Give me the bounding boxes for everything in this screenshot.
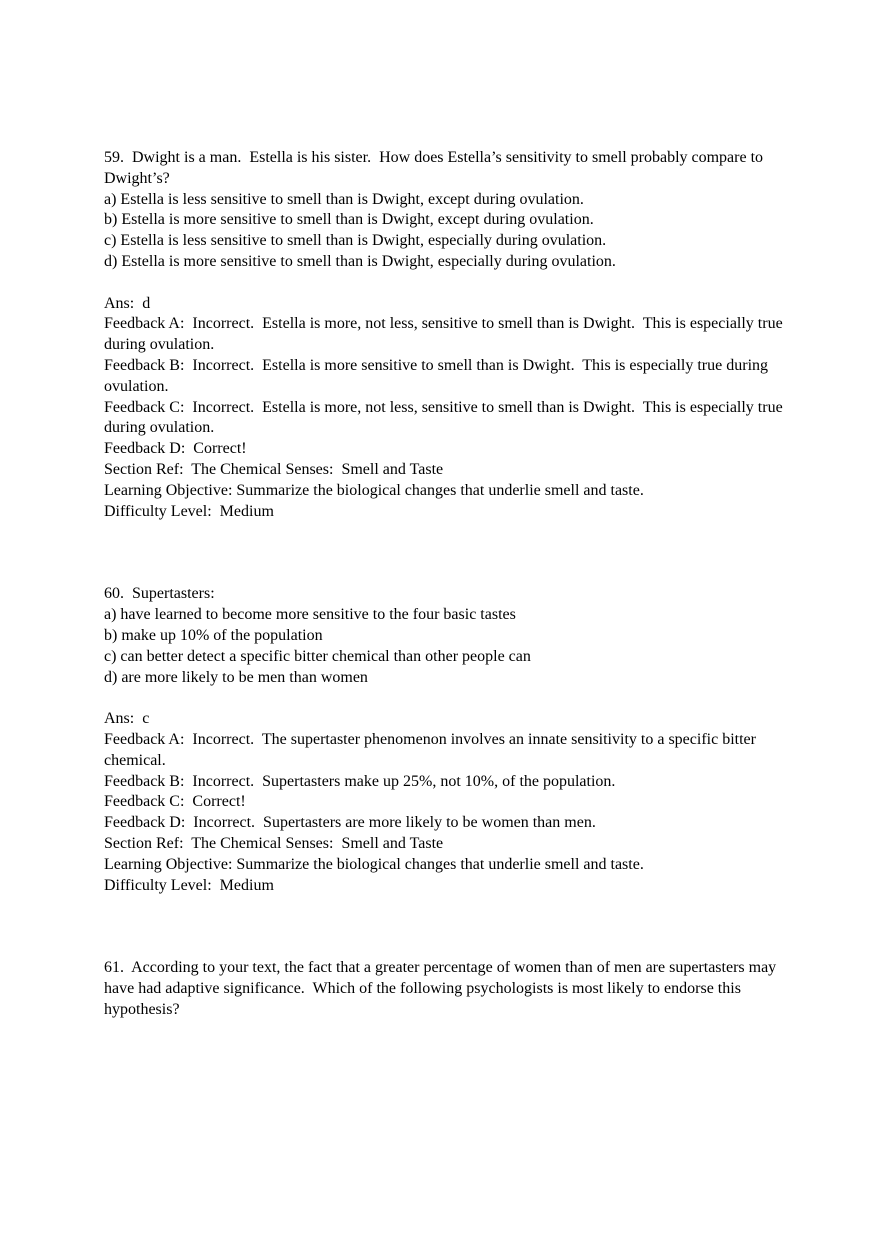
section-ref: Section Ref: The Chemical Senses: Smell and Taste <box>104 834 444 852</box>
feedback-c: Feedback C: Incorrect. Estella is more, not less, sensitive to smell than is Dwight. This is especially true during ovulation. <box>104 398 787 437</box>
answer-key: Ans: c <box>104 710 150 728</box>
difficulty-level: Difficulty Level: Medium <box>104 876 274 894</box>
spacer <box>104 273 794 294</box>
answer-option-d: d) are more likely to be men than women <box>104 668 368 686</box>
answer-option-a: a) have learned to become more sensitive to the four basic tastes <box>104 606 516 624</box>
answer-option-d: d) Estella is more sensitive to smell than is Dwight, especially during ovulation. <box>104 252 616 270</box>
learning-objective: Learning Objective: Summarize the biological changes that underlie smell and taste. <box>104 855 644 873</box>
question-stem: 60. Supertasters: <box>104 585 215 603</box>
question-stem: 61. According to your text, the fact that a greater percentage of women than of men are supertasters may have had adaptive significance. Which of the following psychologists is most likely to endorse this hypothesis? <box>104 959 781 1018</box>
feedback-d: Feedback D: Correct! <box>104 440 247 458</box>
feedback-c: Feedback C: Correct! <box>104 793 246 811</box>
spacer <box>104 688 794 709</box>
question-stem: 59. Dwight is a man. Estella is his sister. How does Estella’s sensitivity to smell probably compare to Dwight’s? <box>104 149 768 187</box>
feedback-a: Feedback A: Incorrect. The supertaster phenomenon involves an innate sensitivity to a specific bitter chemical. <box>104 730 760 769</box>
answer-option-b: b) Estella is more sensitive to smell than is Dwight, except during ovulation. <box>104 211 594 229</box>
answer-option-c: c) Estella is less sensitive to smell than is Dwight, especially during ovulation. <box>104 232 607 250</box>
answer-option-c: c) can better detect a specific bitter chemical than other people can <box>104 647 531 665</box>
question-59 <box>104 148 794 522</box>
question-60 <box>104 584 794 896</box>
answer-option-b: b) make up 10% of the population <box>104 626 323 644</box>
question-61 <box>104 958 794 1020</box>
feedback-d: Feedback D: Incorrect. Supertasters are more likely to be women than men. <box>104 814 596 832</box>
section-ref: Section Ref: The Chemical Senses: Smell and Taste <box>104 460 444 478</box>
learning-objective: Learning Objective: Summarize the biological changes that underlie smell and taste. <box>104 481 644 499</box>
answer-option-a: a) Estella is less sensitive to smell than is Dwight, except during ovulation. <box>104 190 584 208</box>
feedback-a: Feedback A: Incorrect. Estella is more, not less, sensitive to smell than is Dwight. This is especially true during ovulation. <box>104 315 787 354</box>
feedback-b: Feedback B: Incorrect. Supertasters make up 25%, not 10%, of the population. <box>104 772 616 790</box>
difficulty-level: Difficulty Level: Medium <box>104 502 274 520</box>
feedback-b: Feedback B: Incorrect. Estella is more sensitive to smell than is Dwight. This is especially true during ovulation. <box>104 356 773 395</box>
answer-key: Ans: d <box>104 294 151 312</box>
document-page <box>104 148 794 1021</box>
